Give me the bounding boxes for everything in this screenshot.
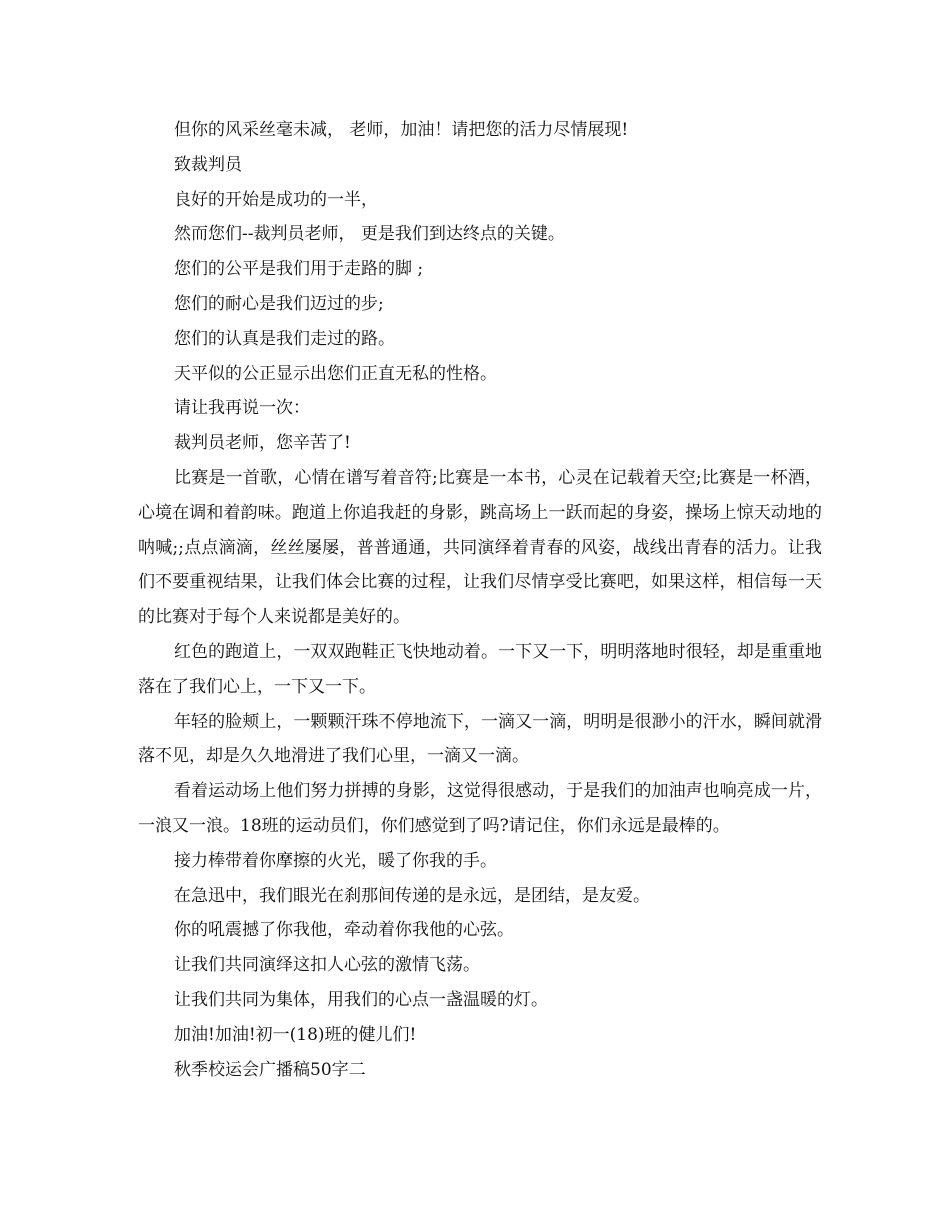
paragraph: 红色的跑道上，一双双跑鞋正飞快地动着。一下又一下，明明落地时很轻，却是重重地落在了我们心上，一下又一下。 — [138, 641, 822, 697]
paragraph: 年轻的脸颊上，一颗颗汗珠不停地流下，一滴又一滴，明明是很渺小的汗水，瞬间就滑落不见，却是久久地滑进了我们心里，一滴又一滴。 — [138, 711, 822, 767]
text-line: 请让我再说一次： — [174, 398, 310, 419]
text-line: 在急迅中，我们眼光在刹那间传递的是永远，是团结，是友爱。 — [174, 885, 650, 906]
paragraph: 比赛是一首歌，心情在谱写着音符;比赛是一本书，心灵在记载着天空;比赛是一杯酒，心境在调和着韵味。跑道上你追我赶的身影，跳高场上一跃而起的身姿，操场上惊天动地的呐喊;;点点滴滴，丝丝屡屡，普普通通，共同演绎着青春的风姿，战线出青春的活力。让我们不要重视结果，让我们体会比赛的过程，让我们尽情享受比赛吧，如果这样，相信每一天的比赛对于每个人来说都是美好的。 — [138, 467, 822, 628]
text-line: 天平似的公正显示出您们正直无私的性格。 — [174, 363, 497, 384]
text-line: 裁判员老师，您辛苦了! — [174, 433, 351, 454]
text-line: 让我们共同为集体，用我们的心点一盏温暖的灯。 — [174, 989, 548, 1010]
paragraph: 看着运动场上他们努力拼搏的身影，这觉得很感动，于是我们的加油声也响亮成一片，一浪又一浪。18班的运动员们，你们感觉到了吗?请记住，你们永远是最棒的。 — [138, 781, 822, 836]
text-line: 加油!加油!初一(18)班的健儿们! — [174, 1024, 417, 1045]
text-line: 你的吼震撼了你我他，牵动着你我他的心弦。 — [174, 920, 514, 941]
section-heading: 致裁判员 — [174, 154, 242, 175]
text-line: 然而您们--裁判员老师， 更是我们到达终点的关键。 — [174, 224, 565, 245]
text-line: 您们的认真是我们走过的路。 — [174, 328, 395, 349]
document-body — [138, 113, 822, 1087]
text-line: 您们的公平是我们用于走路的脚 ; — [174, 259, 424, 280]
text-line: 您们的耐心是我们迈过的步; — [174, 293, 384, 314]
text-line: 让我们共同演绎这扣人心弦的激情飞荡。 — [174, 955, 480, 976]
text-line: 接力棒带着你摩擦的火光，暖了你我的手。 — [174, 850, 497, 871]
section-heading: 秋季校运会广播稿50字二 — [174, 1059, 366, 1080]
text-line: 但你的风采丝毫未减， 老师，加油！请把您的活力尽情展现! — [174, 120, 629, 140]
text-line: 良好的开始是成功的一半， — [174, 189, 378, 210]
